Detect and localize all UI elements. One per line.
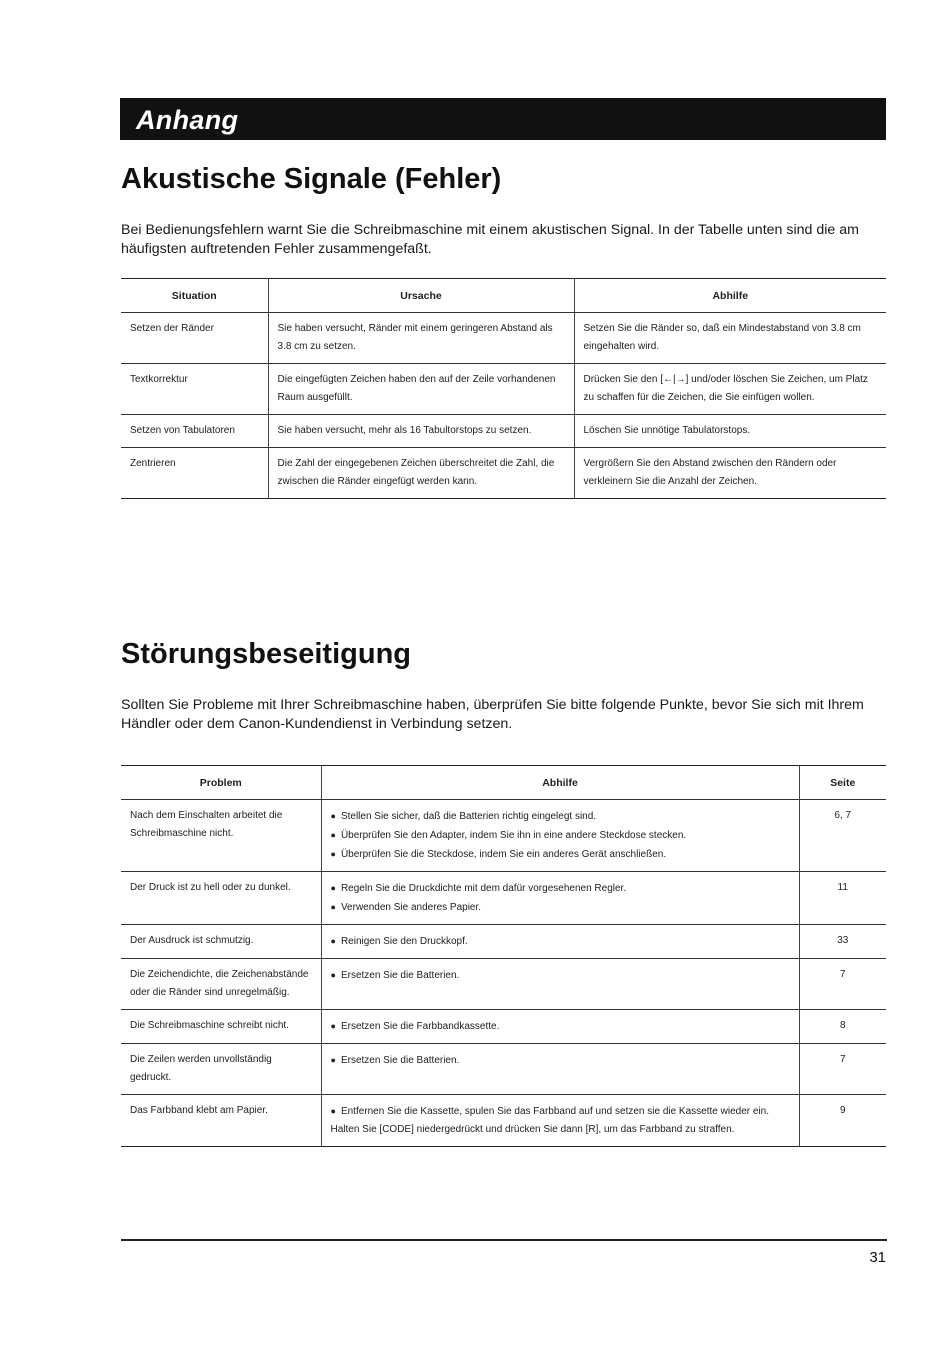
page-reference: 11 xyxy=(799,872,886,925)
remedy-item: ● Regeln Sie die Druckdichte mit dem dafür vorgesehenen Regler. xyxy=(331,879,790,898)
remedy-cell xyxy=(321,925,799,959)
remedy-cell xyxy=(321,1010,799,1044)
remedy-cell: Vergrößern Sie den Abstand zwischen den Rändern oder verkleinern Sie die Anzahl der Zeichen. xyxy=(574,448,886,499)
cause-cell: Die Zahl der eingegebenen Zeichen überschreitet die Zahl, die zwischen die Ränder eingefügt werden kann. xyxy=(268,448,574,499)
page-reference: 33 xyxy=(799,925,886,959)
troubleshooting-heading: Störungsbeseitigung xyxy=(121,638,411,670)
remedy-cell xyxy=(321,872,799,925)
table-row xyxy=(121,364,886,415)
remedy-cell xyxy=(321,1044,799,1095)
signals-header-row xyxy=(121,279,886,313)
column-header-situation: Situation xyxy=(171,289,217,302)
page-reference: 7 xyxy=(799,959,886,1010)
table-row xyxy=(121,448,886,499)
troubleshooting-table xyxy=(121,765,886,1147)
problem-cell: Die Schreibmaschine schreibt nicht. xyxy=(130,1020,289,1031)
column-header-problem: Problem xyxy=(199,776,242,789)
situation-cell: Zentrieren xyxy=(130,458,176,469)
table-row xyxy=(121,1010,886,1044)
page-reference: 7 xyxy=(799,1044,886,1095)
remedy-item: ● Ersetzen Sie die Batterien. xyxy=(331,1051,790,1070)
remedy-item: ● Überprüfen Sie den Adapter, indem Sie ihn in eine andere Steckdose stecken. xyxy=(331,826,790,845)
remedy-item: ● Verwenden Sie anderes Papier. xyxy=(331,898,790,917)
table-row xyxy=(121,925,886,959)
cause-cell: Sie haben versucht, Ränder mit einem geringeren Abstand als 3.8 cm zu setzen. xyxy=(268,313,574,364)
table-row xyxy=(121,313,886,364)
problem-cell: Die Zeilen werden unvollständig gedruckt. xyxy=(130,1054,272,1083)
table-row xyxy=(121,872,886,925)
troubleshooting-intro: Sollten Sie Probleme mit Ihrer Schreibmaschine haben, überprüfen Sie bitte folgende Punkte, bevor Sie sich mit Ihrem Händler oder dem Canon-Kundendienst in Verbindung setzen. xyxy=(121,697,864,732)
page-reference: 9 xyxy=(799,1095,886,1147)
problem-cell: Der Druck ist zu hell oder zu dunkel. xyxy=(130,882,291,893)
footer-rule xyxy=(121,1239,887,1241)
table-row xyxy=(121,415,886,448)
remedy-item: ● Überprüfen Sie die Steckdose, indem Sie ein anderes Gerät anschließen. xyxy=(331,845,790,864)
remedy-item: ● Ersetzen Sie die Farbbandkassette. xyxy=(331,1017,790,1036)
page-reference: 6, 7 xyxy=(799,800,886,872)
remedy-cell xyxy=(321,800,799,872)
signals-table xyxy=(121,278,886,499)
column-header-page: Seite xyxy=(799,766,886,800)
remedy-cell: Setzen Sie die Ränder so, daß ein Mindestabstand von 3.8 cm eingehalten wird. xyxy=(574,313,886,364)
situation-cell: Setzen von Tabulatoren xyxy=(130,425,235,436)
cause-cell: Die eingefügten Zeichen haben den auf der Zeile vorhandenen Raum ausgefüllt. xyxy=(268,364,574,415)
table-row xyxy=(121,1095,886,1147)
problem-cell: Der Ausdruck ist schmutzig. xyxy=(130,935,254,946)
page-reference: 8 xyxy=(799,1010,886,1044)
remedy-cell xyxy=(321,959,799,1010)
table-row xyxy=(121,1044,886,1095)
table-row xyxy=(121,800,886,872)
column-header-cause: Ursache xyxy=(268,279,574,313)
signals-heading: Akustische Signale (Fehler) xyxy=(121,163,502,195)
section-title: Anhang xyxy=(136,105,239,135)
remedy-item: ● Reinigen Sie den Druckkopf. xyxy=(331,932,790,951)
cause-cell: Sie haben versucht, mehr als 16 Tabultorstops zu setzen. xyxy=(268,415,574,448)
problem-cell: Das Farbband klebt am Papier. xyxy=(130,1105,268,1116)
remedy-cell: Drücken Sie den [←|→] und/oder löschen Sie Zeichen, um Platz zu schaffen für die Zeichen, die Sie einfügen wollen. xyxy=(574,364,886,415)
column-header-remedy: Abhilfe xyxy=(574,279,886,313)
remedy-item: ● Entfernen Sie die Kassette, spulen Sie das Farbband auf und setzen sie die Kassette wieder ein. Halten Sie [CODE] niedergedrückt und drücken Sie dann [R], um das Farbband zu straffen. xyxy=(331,1102,790,1139)
page-number: 31 xyxy=(869,1249,886,1266)
column-header-remedy: Abhilfe xyxy=(321,766,799,800)
situation-cell: Textkorrektur xyxy=(130,374,188,385)
remedy-cell: Löschen Sie unnötige Tabulatorstops. xyxy=(574,415,886,448)
signals-intro: Bei Bedienungsfehlern warnt Sie die Schreibmaschine mit einem akustischen Signal. In der Tabelle unten sind die am häufigsten auftretenden Fehler zusammengefaßt. xyxy=(121,222,859,257)
situation-cell: Setzen der Ränder xyxy=(130,323,214,334)
problem-cell: Nach dem Einschalten arbeitet die Schreibmaschine nicht. xyxy=(130,810,283,839)
remedy-item: ● Stellen Sie sicher, daß die Batterien richtig eingelegt sind. xyxy=(331,807,790,826)
remedy-item: ● Ersetzen Sie die Batterien. xyxy=(331,966,790,985)
troubleshooting-header-row xyxy=(121,766,886,800)
remedy-cell xyxy=(321,1095,799,1147)
section-banner xyxy=(120,98,886,140)
table-row xyxy=(121,959,886,1010)
problem-cell: Die Zeichendichte, die Zeichenabstände oder die Ränder sind unregelmäßig. xyxy=(130,969,309,998)
